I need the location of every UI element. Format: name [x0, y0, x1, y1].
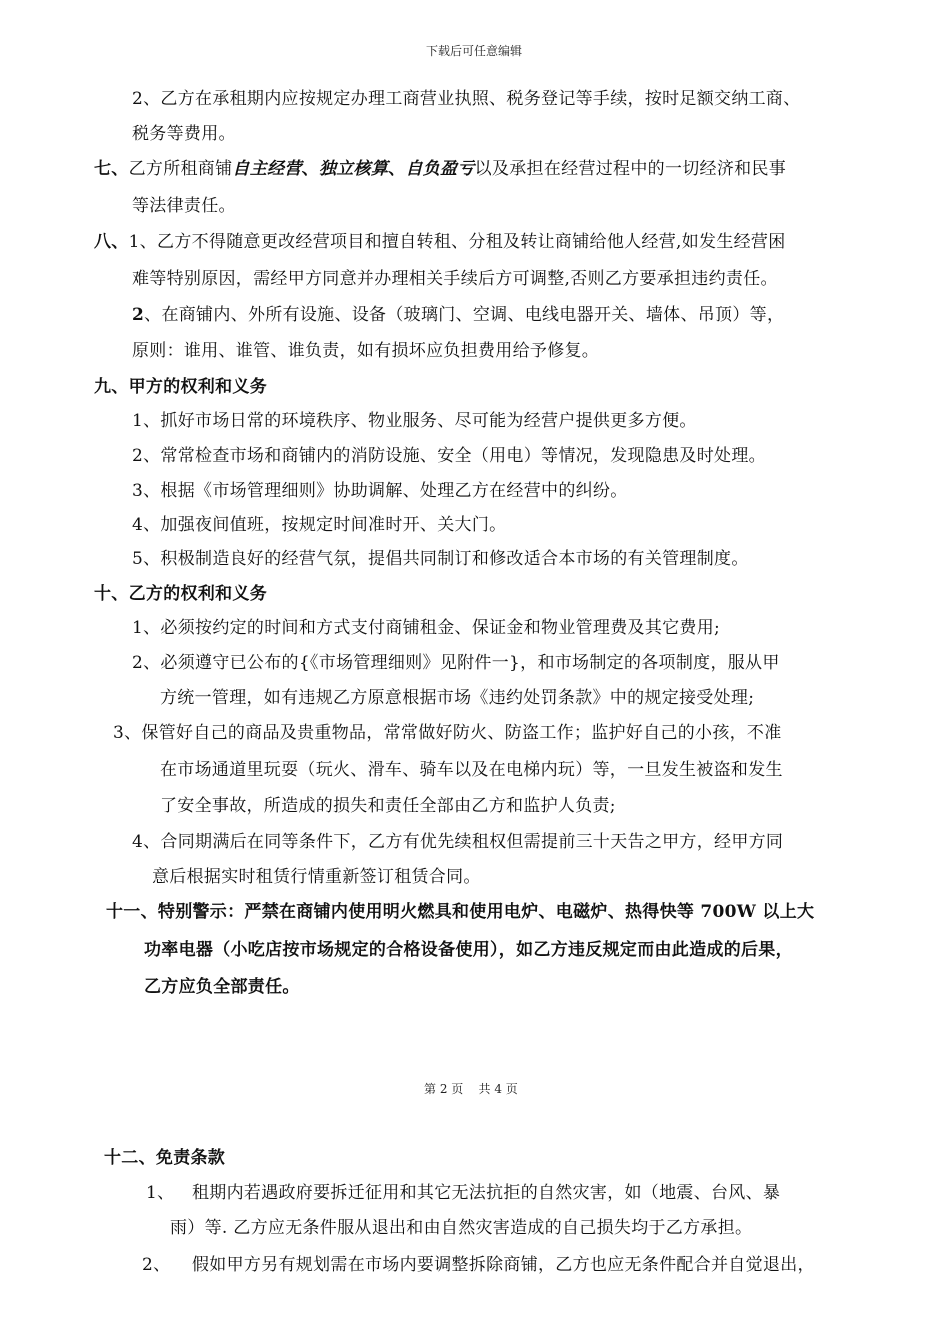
clause-9-item-4: 4、加强夜间值班，按规定时间准时开、关大门。 — [132, 515, 507, 535]
clause-6-item-2-line-2: 税务等费用。 — [132, 124, 236, 144]
clause-10-item-1: 1、必须按约定的时间和方式支付商铺租金、保证金和物业管理费及其它费用; — [132, 618, 721, 638]
page-number-footer: 第 2 页 共 4 页 — [424, 1082, 518, 1096]
clause-10-item-2-line-1: 2、必须遵守已公布的{《市场管理细则》见附件一}，和市场制定的各项制度，服从甲 — [132, 653, 780, 673]
clause-11-line-2: 功率电器（小吃店按市场规定的合格设备使用），如乙方违反规定而由此造成的后果， — [144, 940, 793, 960]
clause-7-emphasis-3: 自负盈亏 — [405, 159, 475, 179]
clause-8-item-2-number: 2 — [132, 305, 145, 325]
clause-9-item-3: 3、根据《市场管理细则》协助调解、处理乙方在经营中的纠纷。 — [132, 481, 628, 501]
clause-7-emphasis-1: 自主经营 — [232, 159, 302, 179]
clause-7-line-1 — [94, 158, 786, 180]
clause-7-sep-1: 、 — [301, 159, 319, 179]
clause-7-pre: 乙方所租商铺 — [128, 159, 233, 179]
clause-8-number: 八、 — [94, 232, 129, 252]
clause-7-post: 以及承担在经营过程中的一切经济和民事 — [474, 159, 787, 179]
clause-7-sep-2: 、 — [388, 159, 406, 179]
clause-8-line-1 — [94, 231, 786, 253]
clause-9-item-1: 1、抓好市场日常的环境秩序、物业服务、尽可能为经营户提供更多方便。 — [132, 411, 697, 431]
clause-12-title: 十二、免责条款 — [104, 1148, 226, 1168]
clause-10-item-3-line-3: 了安全事故，所造成的损失和责任全部由乙方和监护人负责; — [160, 796, 616, 816]
clause-12-item-1-line-2: 雨）等. 乙方应无条件服从退出和由自然灾害造成的自己损失均于乙方承担。 — [170, 1218, 753, 1238]
clause-10-item-4-line-1: 4、合同期满后在同等条件下，乙方有优先续租权但需提前三十天告之甲方，经甲方同 — [132, 832, 784, 852]
clause-10-item-3-line-1: 3、保管好自己的商品及贵重物品，常常做好防火、防盗工作；监护好自己的小孩，不准 — [113, 723, 782, 743]
clause-8-item-1-text: 1、乙方不得随意更改经营项目和擅自转租、分租及转让商铺给他人经营,如发生经营困 — [128, 232, 786, 252]
clause-9-item-5: 5、积极制造良好的经营气氛，提倡共同制订和修改适合本市场的有关管理制度。 — [132, 549, 749, 569]
clause-10-item-2-line-2: 方统一管理，如有违规乙方原意根据市场《违约处罚条款》中的规定接受处理; — [160, 688, 755, 708]
clause-7-number: 七、 — [94, 159, 129, 179]
clause-6-item-2-line-1: 2、乙方在承租期内应按规定办理工商营业执照、税务登记等手续，按时足额交纳工商、 — [132, 89, 801, 109]
clause-12-item-2-number: 2、 — [142, 1255, 171, 1275]
clause-11-line-1: 十一、特别警示：严禁在商铺内使用明火燃具和使用电炉、电磁炉、热得快等 700W 以上大 — [106, 902, 815, 922]
clause-12-item-1-number: 1、 — [146, 1183, 175, 1203]
clause-7-emphasis-2: 独立核算 — [318, 159, 389, 179]
clause-12-item-2-line-1: 假如甲方另有规划需在市场内要调整拆除商铺，乙方也应无条件配合并自觉退出， — [192, 1255, 815, 1275]
page-header-note: 下载后可任意编辑 — [426, 44, 523, 58]
clause-7-line-2: 等法律责任。 — [132, 196, 236, 216]
clause-8-line-4: 原则：谁用、谁管、谁负责，如有损坏应负担费用给予修复。 — [132, 341, 600, 361]
clause-11-line-3: 乙方应负全部责任。 — [144, 977, 300, 997]
clause-9-item-2: 2、常常检查市场和商铺内的消防设施、安全（用电）等情况，发现隐患及时处理。 — [132, 446, 766, 466]
clause-10-item-4-line-2: 意后根据实时租赁行情重新签订租赁合同。 — [152, 867, 481, 887]
clause-12-item-1-line-1: 租期内若遇政府要拆迁征用和其它无法抗拒的自然灾害，如（地震、台风、暴 — [192, 1183, 781, 1203]
clause-8-line-3 — [132, 304, 784, 326]
clause-8-item-2-text: 、在商铺内、外所有设施、设备（玻璃门、空调、电线电器开关、墙体、吊顶）等， — [144, 305, 785, 325]
clause-10-title: 十、乙方的权利和义务 — [94, 584, 267, 604]
clause-8-line-2: 难等特别原因，需经甲方同意并办理相关手续后方可调整,否则乙方要承担违约责任。 — [132, 269, 778, 289]
clause-9-title: 九、甲方的权利和义务 — [94, 377, 267, 397]
clause-10-item-3-line-2: 在市场通道里玩耍（玩火、滑车、骑车以及在电梯内玩）等，一旦发生被盗和发生 — [160, 760, 783, 780]
